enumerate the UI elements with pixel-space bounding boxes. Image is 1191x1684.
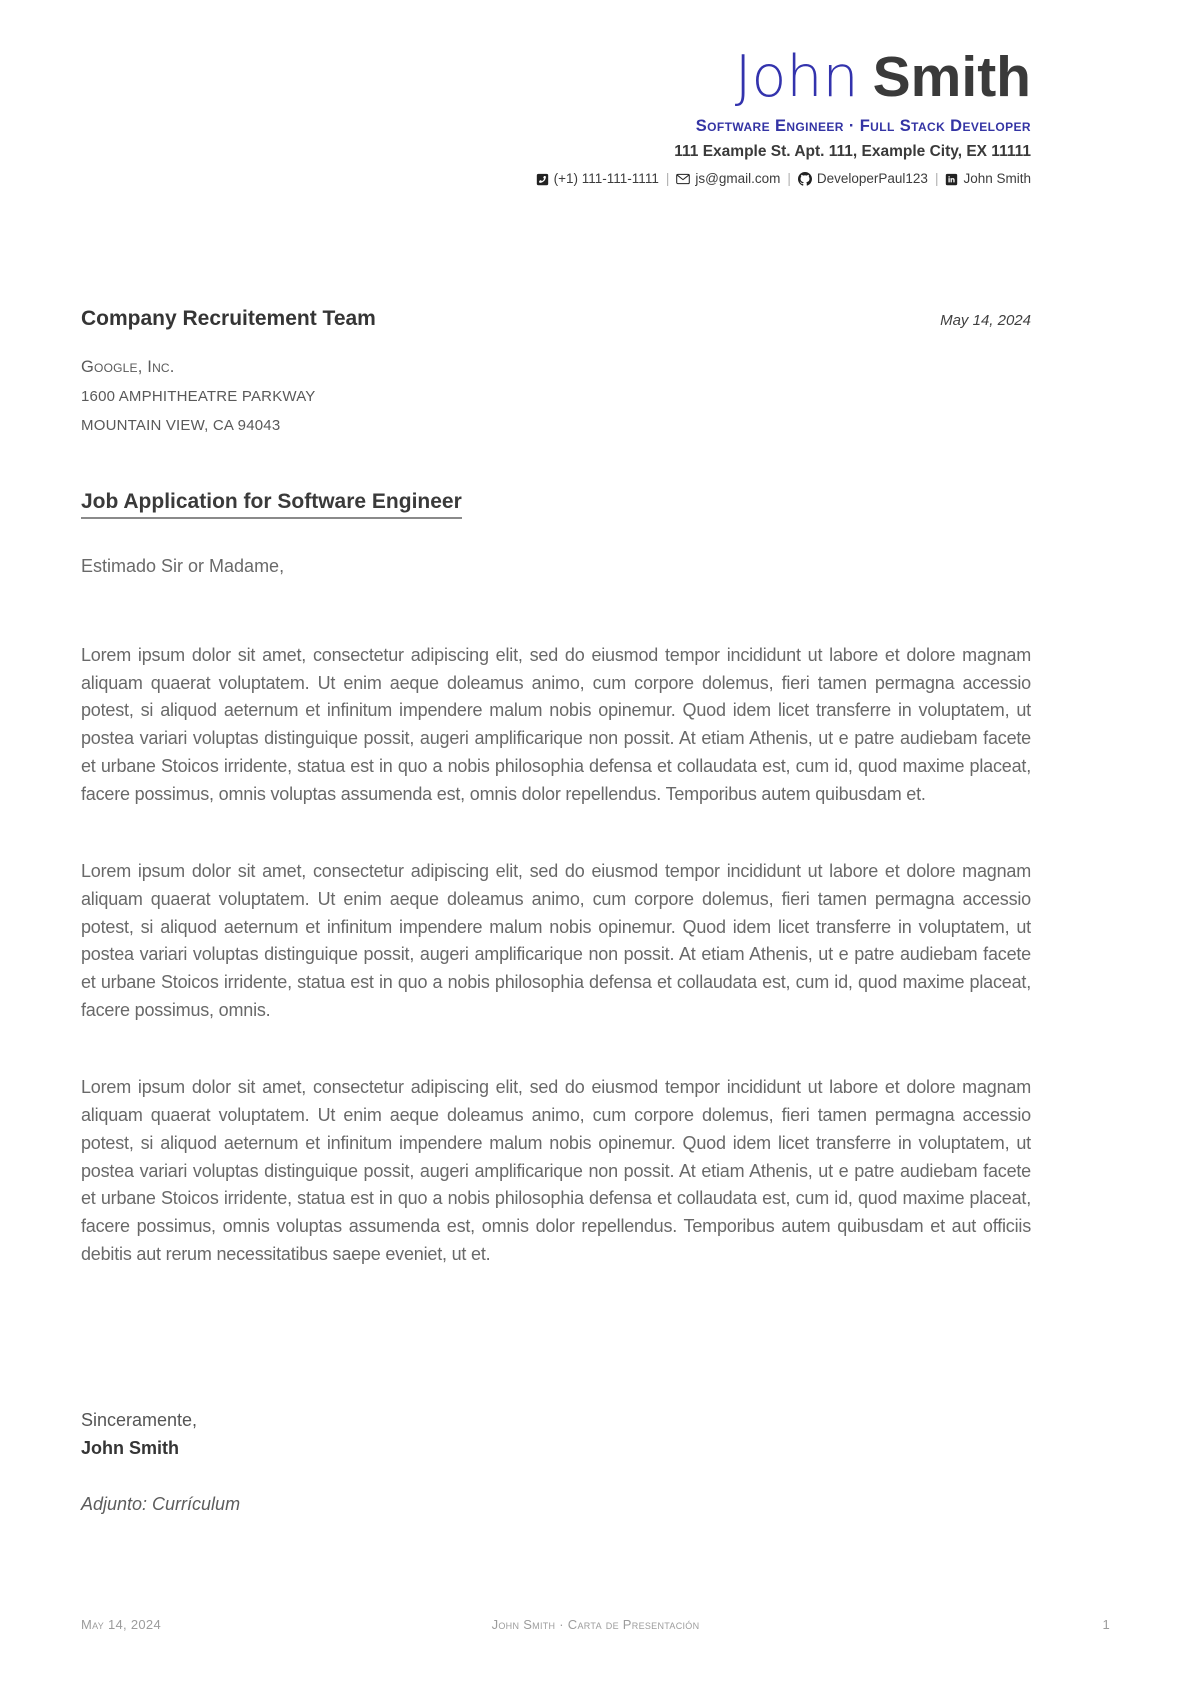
signature-name: John Smith <box>81 1438 179 1459</box>
paragraph-3: Lorem ipsum dolor sit amet, consectetur adipiscing elit, sed do eiusmod tempor incididunt ut labore et dolore magnam aliquam quaerat voluptatem. Ut enim aeque doleamus animo, cum corpore dolemus, fieri tamen permagna accessio potest, si aliquod aeternum et infinitum impendere malum nobis opinemur. Quod idem licet transferre in voluptatem, ut postea variari voluptas distinguique possit, augeri amplificarique non possit. At etiam Athenis, ut e patre audiebam facete et urbane Stoicos irridente, statua est in quo a nobis philosophia defensa et collaudata est, cum id, quod maxime placeat, facere possimus, omnis voluptas assumenda est, omnis dolor repellendus. Temporibus autem quibusdam et aut officiis debitis aut rerum necessitatibus saepe eveniet, ut et. <box>81 1077 1031 1264</box>
github-icon <box>798 172 812 186</box>
phone-number: (+1) 111-111-1111 <box>553 171 659 186</box>
github-contact[interactable] <box>798 169 928 189</box>
contact-separator: | <box>787 171 791 186</box>
company-address-line-2: MOUNTAIN VIEW, CA 94043 <box>81 417 281 434</box>
phone-contact <box>536 169 659 189</box>
subject-wrap <box>81 490 1031 519</box>
closing-block <box>81 1406 1031 1462</box>
phone-icon <box>536 173 549 186</box>
page-footer <box>81 1617 1110 1632</box>
greeting: Estimado Sir or Madame, <box>81 556 285 576</box>
first-name: John <box>734 44 859 110</box>
contact-line <box>81 169 1031 189</box>
enclosure-note: Adjunto: Currículum <box>81 1494 241 1515</box>
footer-date: May 14, 2024 <box>81 1617 161 1632</box>
paragraph-1: Lorem ipsum dolor sit amet, consectetur adipiscing elit, sed do eiusmod tempor incididunt ut labore et dolore magnam aliquam quaerat voluptatem. Ut enim aeque doleamus animo, cum corpore dolemus, fieri tamen permagna accessio potest, si aliquod aeternum et infinitum impendere malum nobis opinemur. Quod idem licet transferre in voluptatem, ut postea variari voluptas distinguique possit, augeri amplificarique non possit. At etiam Athenis, ut e patre audiebam facete et urbane Stoicos irridente, statua est in quo a nobis philosophia defensa et collaudata est, cum id, quod maxime placeat, facere possimus, omnis voluptas assumenda est, omnis dolor repellendus. Temporibus autem quibusdam et. <box>81 645 1031 804</box>
linkedin-icon <box>945 173 958 186</box>
recipient-name: Company Recruitement Team <box>81 307 376 330</box>
company-name: Google, Inc. <box>81 358 175 376</box>
github-username[interactable]: DeveloperPaul123 <box>816 171 928 186</box>
letter-subject: Job Application for Software Engineer <box>81 490 462 519</box>
footer-page-number: 1 <box>1102 1617 1110 1632</box>
last-name: Smith <box>872 45 1031 109</box>
footer-title: John Smith · Carta de Presentación <box>491 1617 700 1632</box>
postal-address: 111 Example St. Apt. 111, Example City, EX 11111 <box>674 143 1031 160</box>
letter-date: May 14, 2024 <box>940 312 1031 329</box>
letter-header <box>81 46 1031 189</box>
linkedin-contact[interactable] <box>945 169 1031 189</box>
closing-word: Sinceramente, <box>81 1410 198 1431</box>
email-address[interactable]: js@gmail.com <box>695 171 781 186</box>
paragraph-2: Lorem ipsum dolor sit amet, consectetur adipiscing elit, sed do eiusmod tempor incididunt ut labore et dolore magnam aliquam quaerat voluptatem. Ut enim aeque doleamus animo, cum corpore dolemus, fieri tamen permagna accessio potest, si aliquod aeternum et infinitum impendere malum nobis opinemur. Quod idem licet transferre in voluptatem, ut postea variari voluptas distinguique possit, augeri amplificarique non possit. At etiam Athenis, ut e patre audiebam facete et urbane Stoicos irridente, statua est in quo a nobis philosophia defensa et collaudata est, cum id, quod maxime placeat, facere possimus, omnis. <box>81 861 1031 1020</box>
contact-separator: | <box>934 171 939 186</box>
letter-body <box>81 642 1031 1268</box>
recipient-row <box>81 307 1031 331</box>
company-address-line-1: 1600 AMPHITHEATRE PARKWAY <box>81 388 316 405</box>
linkedin-name[interactable]: John Smith <box>963 171 1031 186</box>
job-tagline: Software Engineer · Full Stack Developer <box>695 117 1031 135</box>
email-icon <box>676 172 690 186</box>
company-address-block <box>81 353 1031 440</box>
full-name <box>81 46 1031 108</box>
contact-separator: | <box>665 171 670 186</box>
email-contact[interactable] <box>676 169 780 189</box>
